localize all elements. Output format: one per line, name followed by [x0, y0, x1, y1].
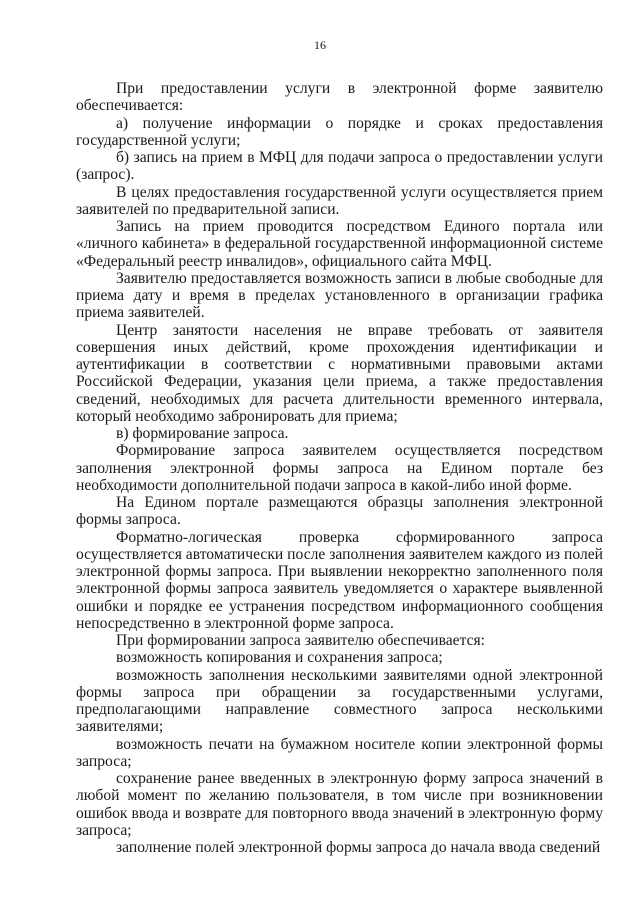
paragraph: б) запись на прием в МФЦ для подачи запроса о предоставлении услуги (запрос). — [76, 149, 603, 184]
document-body — [76, 80, 603, 856]
paragraph: В целях предоставления государственной услуги осуществляется прием заявителей по предварительной записи. — [76, 183, 603, 218]
paragraph: возможность копирования и сохранения запроса; — [116, 649, 443, 667]
paragraph: заполнение полей электронной формы запроса до начала ввода сведений — [116, 839, 601, 856]
paragraph: При формировании запроса заявителю обеспечивается: — [116, 632, 485, 649]
paragraph: При предоставлении услуги в электронной форме заявителю обеспечивается: — [76, 80, 603, 115]
page-number: 16 — [314, 38, 326, 52]
paragraph: в) формирование запроса. — [116, 425, 289, 442]
paragraph: возможность печати на бумажном носителе копии электронной формы запроса; — [76, 735, 603, 770]
paragraph: возможность заполнения несколькими заявителями одной электронной формы запроса при обращении за государственными услугами, предполагающими направление совместного запроса несколькими заявителями; — [76, 666, 603, 736]
paragraph: На Едином портале размещаются образцы заполнения электронной формы запроса. — [76, 494, 603, 529]
paragraph: сохранение ранее введенных в электронную форму запроса значений в любой момент по желанию пользователя, в том числе при возникновении ошибок ввода и возврате для повторного ввода значений в электронную форму запроса; — [76, 770, 603, 839]
paragraph: а) получение информации о порядке и сроках предоставления государственной услуги; — [76, 114, 603, 149]
paragraph: Запись на прием проводится посредством Единого портала или «личного кабинета» в федеральной государственной информационной системе «Федеральный реестр инвалидов», официального сайта МФЦ. — [76, 218, 603, 270]
paragraph: Формирование запроса заявителем осуществляется посредством заполнения электронной формы запроса на Едином портале без необходимости дополнительной подачи запроса в какой-либо иной форме. — [76, 442, 603, 494]
paragraph: Форматно-логическая проверка сформированного запроса осуществляется автоматически после заполнения заявителем каждого из полей электронной формы запроса. При выявлении некорректно заполненного поля электронной формы запроса заявитель уведомляется о характере выявленной ошибки и порядке ее устранения посредством информационного сообщения непосредственно в электронной форме запроса. — [76, 528, 603, 632]
paragraph: Центр занятости населения не вправе требовать от заявителя совершения иных действий, кроме прохождения идентификации и аутентификации в соответствии с нормативными правовыми актами Российской Федерации, указания цели приема, а также предоставления сведений, необходимых для расчета длительности временного интервала, который необходимо забронировать для приема; — [76, 321, 603, 425]
paragraph: Заявителю предоставляется возможность записи в любые свободные для приема дату и время в пределах установленного в организации графика приема заявителей. — [76, 269, 603, 322]
